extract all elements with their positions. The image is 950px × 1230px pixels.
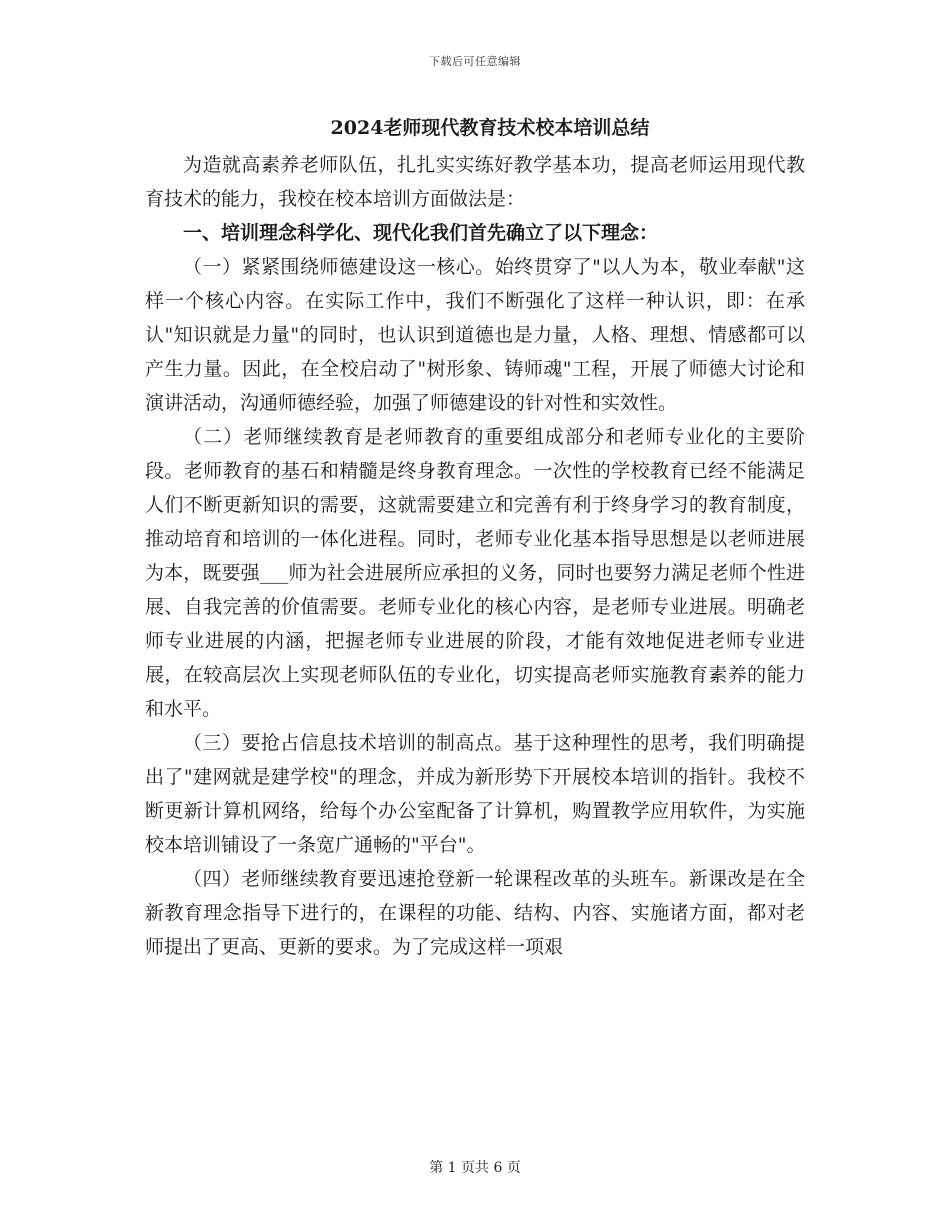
paragraph-item-2: （二）老师继续教育是老师教育的重要组成部分和老师专业化的主要阶段。老师教育的基石和精髓是终身教育理念。一次性的学校教育已经不能满足人们不断更新知识的需要，这就需要建立和完善有利于终身学习的教育制度，推动培育和培训的一体化进程。同时，老师专业化基本指导思想是以老师进展为本，既要强___师为社会进展所应承担的义务，同时也要努力满足老师个性进展、自我完善的价值需要。老师专业化的核心内容，是老师专业进展。明确老师专业进展的内涵，把握老师专业进展的阶段，才能有效地促进老师专业进展，在较高层次上实现老师队伍的专业化，切实提高老师实施教育素养的能力和水平。 [145,426,805,720]
intro-paragraph: 为造就高素养老师队伍，扎扎实实练好教学基本功，提高老师运用现代教育技术的能力，我校在校本培训方面做法是： [145,154,805,210]
header-note: 下载后可任意编辑 [429,55,521,68]
paragraph-item-3: （三）要抢占信息技术培训的制高点。基于这种理性的思考，我们明确提出了"建网就是建学校"的理念，并成为新形势下开展校本培训的指针。我校不断更新计算机网络，给每个办公室配备了计算机，购置教学应用软件，为实施校本培训铺设了一条宽广通畅的"平台"。 [145,732,805,856]
section-heading: 一、培训理念科学化、现代化我们首先确立了以下理念： [183,222,659,244]
page-footer: 第 1 页共 6 页 [429,1160,521,1176]
document-title: 2024老师现代教育技术校本培训总结 [330,117,650,139]
paragraph-item-1: （一）紧紧围绕师德建设这一核心。始终贯穿了"以人为本，敬业奉献"这样一个核心内容。在实际工作中，我们不断强化了这样一种认识，即：在承认"知识就是力量"的同时，也认识到道德也是力量，人格、理想、情感都可以产生力量。因此，在全校启动了"树形象、铸师魂"工程，开展了师德大讨论和演讲活动，沟通师德经验，加强了师德建设的针对性和实效性。 [145,256,805,414]
paragraph-item-4: （四）老师继续教育要迅速抢登新一轮课程改革的头班车。新课改是在全新教育理念指导下进行的，在课程的功能、结构、内容、实施诸方面，都对老师提出了更高、更新的要求。为了完成这样一项艰 [145,868,805,958]
document-body [145,112,805,964]
